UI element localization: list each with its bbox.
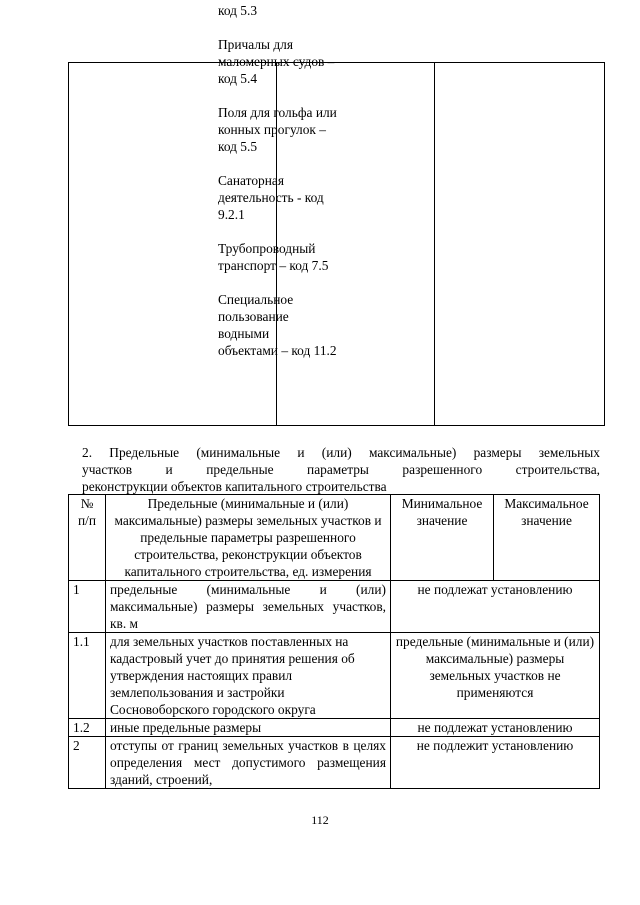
list-item: Специальное пользование водными объектами – код 11.2	[218, 292, 337, 358]
row-number: 1.1	[69, 633, 106, 719]
page-number: 112	[311, 813, 329, 827]
header-parameter: Предельные (минимальные и (или) максимальные) размеры земельных участков и предельные параметры разрешенного строительства, реконструкции объектов капитального строительства, ед. измерения	[106, 495, 391, 581]
row-parameter: отступы от границ земельных участков в целях определения мест допустимого размещения зданий, строений,	[106, 737, 391, 789]
row-number: 2	[69, 737, 106, 789]
section-heading	[72, 444, 600, 495]
header-maximum: Максимальное значение	[494, 495, 600, 581]
row-parameter: для земельных участков поставленных на кадастровый учет до принятия решения об утверждения настоящих правил землепользования и застройки Сосновоборского городского округа	[106, 633, 391, 719]
table-row	[69, 737, 600, 789]
table-column-empty	[434, 63, 604, 425]
list-item: Причалы для маломерных судов – код 5.4	[218, 37, 335, 86]
table-row	[69, 633, 600, 719]
row-parameter: предельные (минимальные и (или) максимальные) размеры земельных участков, кв. м	[106, 581, 391, 633]
row-value: не подлежат установлению	[391, 581, 600, 633]
list-item: Трубопроводный транспорт – код 7.5	[218, 241, 329, 273]
header-number: № п/п	[69, 495, 106, 581]
row-parameter: иные предельные размеры	[106, 719, 391, 737]
parameters-table	[68, 494, 600, 789]
table-header-row	[69, 495, 600, 581]
permitted-uses-list	[218, 2, 368, 376]
list-item: Санаторная деятельность - код 9.2.1	[218, 173, 324, 222]
table-row	[69, 581, 600, 633]
section-heading-line: реконструкции объектов капитального строительства	[82, 479, 387, 494]
row-number: 1.2	[69, 719, 106, 737]
list-item: код 5.3	[218, 3, 258, 18]
table-row	[69, 719, 600, 737]
row-number: 1	[69, 581, 106, 633]
section-heading-line: 2. Предельные (минимальные и (или) максимальные) размеры земельных	[82, 445, 600, 460]
row-value: не подлежит установлению	[391, 737, 600, 789]
header-minimum: Минимальное значение	[391, 495, 494, 581]
row-value: не подлежат установлению	[391, 719, 600, 737]
list-item: Поля для гольфа или конных прогулок – код 5.5	[218, 105, 337, 154]
row-value: предельные (минимальные и (или) максимальные) размеры земельных участков не применяются	[391, 633, 600, 719]
section-heading-line: участков и предельные параметры разрешенного строительства,	[82, 462, 600, 477]
